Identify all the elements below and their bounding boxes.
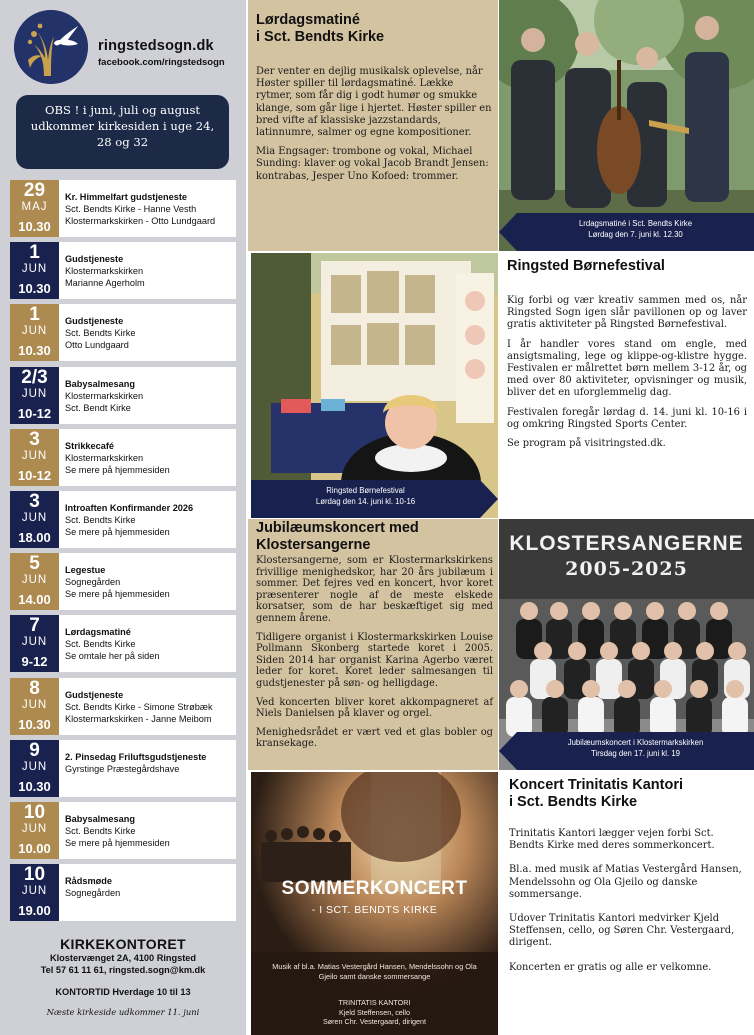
kantori-paragraph: Koncerten er gratis og alle er velkomne. (509, 961, 712, 973)
event-title: Lørdagsmatiné (65, 627, 131, 638)
event-detail-line: Se mere på hjemmesiden (65, 838, 170, 848)
notice-text: OBS ! i juni, juli og august udkommer kirkesiden i uge 24, 28 og 32 (30, 103, 215, 149)
event-time: 10-12 (17, 467, 52, 483)
office-address: Klostervænget 2A, 4100 Ringsted (49, 953, 197, 963)
matine-caption-line-2: Lørdag den 7. juni kl. 12.30 (588, 230, 683, 239)
choir-singer (614, 697, 640, 737)
event-item[interactable] (10, 802, 236, 859)
choir-singer (506, 697, 532, 737)
event-title: Strikkecafé (65, 440, 115, 451)
event-detail-line: Sct. Bendt Kirke (65, 402, 131, 413)
event-item[interactable] (10, 553, 236, 610)
kantori-body (509, 828, 747, 981)
jubilee-paragraph: Tidligere organist i Klostermarkskirken Louise Pollmann Skonberg startede koret i 2005. Siden 2014 har organist Karina Agerbo været leder for koret. Koret leder salmesangen til gudstjenester på søn- og helligdage. (256, 631, 493, 689)
church-logo[interactable] (14, 10, 88, 84)
event-detail-line: Sct. Bendts Kirke - Simone Strøbæk (65, 701, 213, 712)
event-detail-line: Gyrstinge Præstegårdshave (65, 763, 180, 774)
festival-photo (251, 253, 498, 518)
event-details (65, 813, 235, 849)
event-day: 8 (29, 677, 40, 699)
event-title: Rådsmøde (65, 876, 112, 887)
choir-photo-title-line-2: 2005-2025 (565, 558, 688, 580)
event-detail-line: Sct. Bendts Kirke (65, 826, 136, 836)
event-item[interactable] (10, 740, 236, 797)
choir-singer-head (678, 602, 696, 620)
festival-caption-line-1: Ringsted Børnefestival (326, 486, 405, 495)
event-title: Babysalmesang (65, 814, 135, 824)
festival-body (507, 295, 747, 457)
festival-heading: Ringsted Børnefestival (507, 258, 665, 274)
event-date-box (10, 242, 59, 299)
kantori-paragraph: Bl.a. med musik af Matias Vestergård Hansen, Mendelssohn og Ola Gjeilo og danske sommersange. (509, 864, 742, 900)
jubilee-panel (248, 519, 498, 770)
choir-singer (542, 697, 568, 737)
matine-caption-arrow (499, 213, 517, 251)
matine-heading (256, 12, 496, 46)
choir-singer-head (664, 642, 682, 660)
festival-paragraph: Festivalen foregår lørdag d. 14. juni kl. 10-16 i og omkring Ringsted Sports Center. (507, 406, 747, 430)
choir-singer-head (728, 642, 746, 660)
festival-photo-illustration (251, 253, 498, 518)
kantori-heading (509, 777, 752, 811)
matine-heading-line-2: i Sct. Bendts Kirke (256, 29, 385, 45)
event-date-box (10, 802, 59, 859)
event-item[interactable] (10, 491, 236, 548)
event-date-box (10, 180, 59, 237)
event-detail-line: Klostermarkskirken - Otto Lundgaard (65, 216, 216, 226)
event-day: 29 (23, 180, 46, 201)
jubilee-heading-line-2: Klostersangerne (256, 537, 371, 553)
event-month: MAJ (21, 201, 48, 213)
festival-paragraph: Se program på visitringsted.dk. (507, 438, 666, 450)
event-title: Gudstjeneste (65, 689, 124, 700)
choir-singer-head (568, 642, 586, 660)
event-details (65, 875, 235, 899)
festival-paragraph: Kig forbi og vær kreativ sammen med os, når Ringsted Sogn igen slår pavillonen op og laver gratis aktiviteter på Ringsted Børnefestival. (507, 295, 747, 331)
notice-box (16, 95, 229, 169)
event-day: 2/3 (21, 366, 48, 388)
event-time: 10.30 (18, 343, 51, 359)
kantori-heading-line-2: i Sct. Bendts Kirke (509, 794, 638, 810)
choir-singer-head (632, 642, 650, 660)
jubilee-heading-line-1: Jubilæumskoncert med (256, 520, 419, 536)
jubilee-caption-line-2: Tirsdag den 17. juni kl. 19 (591, 749, 680, 758)
event-title: Kr. Himmelfart gudstjeneste (65, 192, 188, 202)
choir-singer-head (534, 642, 552, 660)
event-month: JUN (21, 325, 48, 338)
event-detail-line: Sct. Bendts Kirke (65, 515, 136, 525)
event-time: 19.00 (18, 903, 51, 919)
event-detail-line: Otto Lundgaard (65, 340, 129, 351)
event-details (65, 502, 235, 538)
office-contact[interactable]: Tel 57 61 11 61, ringsted.sogn@km.dk (40, 965, 206, 975)
event-item[interactable] (10, 367, 236, 424)
matine-caption-line-1: Lrdagsmatiné i Sct. Bendts Kirke (578, 219, 693, 228)
jubilee-paragraph: Menighedsrådet er vært ved et glas bobler og kransekage. (256, 726, 493, 750)
poster-credit: Søren Chr. Vestergaard, dirigent (322, 1017, 427, 1026)
matine-paragraph: Mia Engsager: trombone og vokal, Michael Sunding: klaver og vokal Jacob Brandt Jensen: kontrabas, Jesper Uno Kofoed: trommer. (256, 146, 489, 182)
event-month: JUN (21, 698, 48, 711)
event-detail-line: Klostermarkskirken (65, 452, 144, 463)
event-day: 1 (29, 304, 40, 326)
event-date-box (10, 615, 59, 672)
festival-panel (499, 253, 754, 518)
next-issue-note: Næste kirkeside udkommer 11. juni (46, 1007, 200, 1017)
choir-singer-head (654, 680, 672, 698)
event-date-box (10, 864, 59, 921)
event-title: Babysalmesang (65, 378, 135, 389)
event-date-box (10, 429, 59, 486)
matine-panel (248, 0, 498, 251)
event-month: JUN (21, 823, 48, 835)
event-detail-line: Se mere på hjemmesiden (65, 527, 170, 537)
event-day: 1 (29, 242, 40, 264)
event-day: 5 (29, 553, 40, 575)
choir-singer-head (696, 642, 714, 660)
event-detail-line: Sct. Bendts Kirke (65, 328, 136, 339)
choir-singer (686, 697, 712, 737)
choir-singer (596, 659, 622, 699)
event-day: 9 (29, 739, 40, 761)
event-date-box (10, 553, 59, 610)
matine-caption (517, 213, 754, 251)
event-time: 10.30 (18, 716, 51, 732)
poster-credit: TRINITATIS KANTORI (338, 998, 411, 1007)
event-title: 2. Pinsedag Friluftsgudstjeneste (65, 751, 207, 762)
event-details (65, 751, 235, 775)
event-title: Gudstjeneste (65, 316, 124, 327)
event-details (65, 440, 235, 476)
matine-heading-line-1: Lørdagsmatiné (256, 12, 360, 28)
event-detail-line: Sognegården (65, 577, 121, 588)
sommerkoncert-poster (251, 772, 498, 1035)
festival-caption-arrow (480, 480, 498, 518)
event-item[interactable] (10, 180, 236, 237)
event-details (65, 689, 235, 725)
choir-singer-head (618, 680, 636, 698)
event-month: JUN (21, 636, 48, 649)
office-hours: KONTORTID Hverdage 10 til 13 (55, 987, 191, 997)
event-day: 3 (29, 428, 40, 450)
event-detail-line: Se omtale her på siden (65, 651, 160, 662)
jubilee-paragraph: Ved koncerten bliver koret akkompagneret af Niels Danielsen på klaver og orgel. (256, 696, 493, 720)
choir-photo-title (499, 531, 754, 581)
poster-subtitle: - I SCT. BENDTS KIRKE (311, 904, 438, 916)
event-day: 10 (23, 864, 46, 886)
event-detail-line: Marianne Agerholm (65, 278, 145, 289)
choir-singer-head (726, 680, 744, 698)
jubilee-body (256, 555, 493, 757)
kantori-paragraph: Trinitatis Kantori lægger vejen forbi Sct. Bendts Kirke med deres sommerkoncert. (509, 828, 715, 852)
choir-singer-head (546, 680, 564, 698)
kantori-paragraph: Udover Trinitatis Kantori medvirker Kjeld Steffensen, cello, og Søren Chr. Vestergaard, dirigent. (509, 913, 735, 949)
poster-credits (251, 998, 498, 1027)
choir-singer (722, 697, 748, 737)
festival-paragraph: I år handler vores stand om engle, med ansigtsmaling, lege og klippe-og-klistre hygge. Festivalen er målrettet børn mellem 3-12 år, og med over 80 aktiviteter, opvisninger og musik, bliver det en uforglemmelig dag. (507, 338, 747, 399)
choir-singer-head (690, 680, 708, 698)
kantori-heading-line-1: Koncert Trinitatis Kantori (509, 777, 684, 793)
event-month: JUN (21, 512, 48, 524)
event-time: 10.00 (18, 841, 51, 856)
event-time: 9-12 (21, 654, 48, 670)
event-item[interactable] (10, 615, 236, 672)
event-month: JUN (21, 885, 48, 898)
event-detail-line: Sct. Bendts Kirke (65, 639, 136, 650)
jubilee-heading (256, 520, 496, 554)
event-details (65, 626, 235, 662)
choir-singer-head (550, 602, 568, 620)
event-month: JUN (21, 574, 48, 587)
matine-body (256, 66, 492, 190)
event-item[interactable] (10, 242, 236, 299)
event-time: 18.00 (18, 530, 51, 545)
event-details (65, 564, 235, 600)
event-item[interactable] (10, 678, 236, 735)
event-item[interactable] (10, 429, 236, 486)
event-detail-line: Klostermarkskirken (65, 390, 144, 401)
event-time: 10.30 (18, 219, 51, 234)
event-detail-line: Klostermarkskirken - Janne Meibom (65, 713, 212, 724)
poster-description: Musik af bl.a. Matias Vestergård Hansen, Mendelssohn og Ola Gjeilo samt danske sommersange (272, 962, 477, 981)
choir-singer (650, 697, 676, 737)
event-detail-line: Sct. Bendts Kirke - Hanne Vesth (65, 204, 197, 214)
event-time: 10.30 (18, 778, 51, 794)
logo-block (14, 10, 240, 84)
choir-singer-head (600, 642, 618, 660)
sidebar (0, 0, 246, 1035)
event-detail-line: Se mere på hjemmesiden (65, 464, 170, 475)
event-time: 10.30 (18, 281, 51, 297)
event-date-box (10, 367, 59, 424)
choir-singer (578, 697, 604, 737)
event-date-box (10, 678, 59, 735)
poster-credit: Kjeld Steffensen, cello (339, 1007, 410, 1017)
choir-photo-title-line-1: KLOSTERSANGERNE (509, 532, 744, 555)
site-name[interactable]: ringstedsogn.dk (98, 38, 214, 54)
choir-singer-head (614, 602, 632, 620)
choir-singer-head (582, 680, 600, 698)
festival-caption (251, 480, 480, 518)
event-time: 10-12 (17, 405, 52, 421)
jubilee-caption (517, 732, 754, 770)
event-details (65, 253, 235, 289)
event-item[interactable] (10, 304, 236, 361)
event-details (65, 191, 235, 227)
choir-singer-head (582, 602, 600, 620)
choir-singer-head (520, 602, 538, 620)
event-month: JUN (21, 387, 48, 400)
church-office (0, 936, 246, 1017)
event-month: JUN (21, 263, 48, 276)
event-day: 3 (29, 491, 40, 512)
event-month: JUN (21, 760, 48, 773)
event-detail-line: Se mere på hjemmesiden (65, 589, 170, 600)
event-title: Introaften Konfirmander 2026 (65, 503, 194, 513)
event-day: 7 (29, 615, 40, 637)
jubilee-caption-arrow (499, 732, 517, 770)
festival-caption-line-2: Lørdag den 14. juni kl. 10-16 (315, 497, 416, 506)
facebook-link[interactable]: facebook.com/ringstedsogn (98, 57, 225, 68)
matine-paragraph: Der venter en dejlig musikalsk oplevelse, når Høster spiller til lørdagsmatiné. Lække rytmer, som får dig i godt humør og smukke klange, som går lige i hjertet. Høster spiller en bred vifte af klassiske jazzstandards, latinnumre, salmer og egne kompositioner. (256, 66, 492, 139)
event-date-box (10, 740, 59, 797)
choir-singer-head (710, 602, 728, 620)
event-month: JUN (21, 449, 48, 462)
event-day: 10 (23, 802, 46, 823)
choir-singer-head (646, 602, 664, 620)
event-title: Gudstjeneste (65, 254, 124, 265)
event-title: Legestue (65, 565, 106, 576)
choir-singer-head (510, 680, 528, 698)
event-details (65, 315, 235, 351)
office-title: KIRKEKONTORET (60, 936, 186, 952)
event-detail-line: Klostermarkskirken (65, 266, 144, 277)
event-detail-line: Sognegården (65, 888, 121, 899)
kantori-panel (499, 772, 754, 1035)
event-item[interactable] (10, 864, 236, 921)
event-date-box (10, 304, 59, 361)
jubilee-caption-line-1: Jubilæumskoncert i Klostermarkskirken (567, 738, 704, 747)
jubilee-paragraph: Klostersangerne, som er Klostermarkskirkens frivillige menighedskor, har 20 års jubilæum i sommer. Det fejres ved en koncert, hvor koret præsenterer nogle af de meste elskede korsatser, som de har beskæftiget sig med gennem årene. (256, 555, 493, 624)
event-details (65, 378, 235, 414)
poster-title: SOMMERKONCERT (281, 878, 468, 899)
event-date-box (10, 491, 59, 548)
event-time: 14.00 (18, 592, 51, 608)
dove-icon (14, 10, 88, 84)
